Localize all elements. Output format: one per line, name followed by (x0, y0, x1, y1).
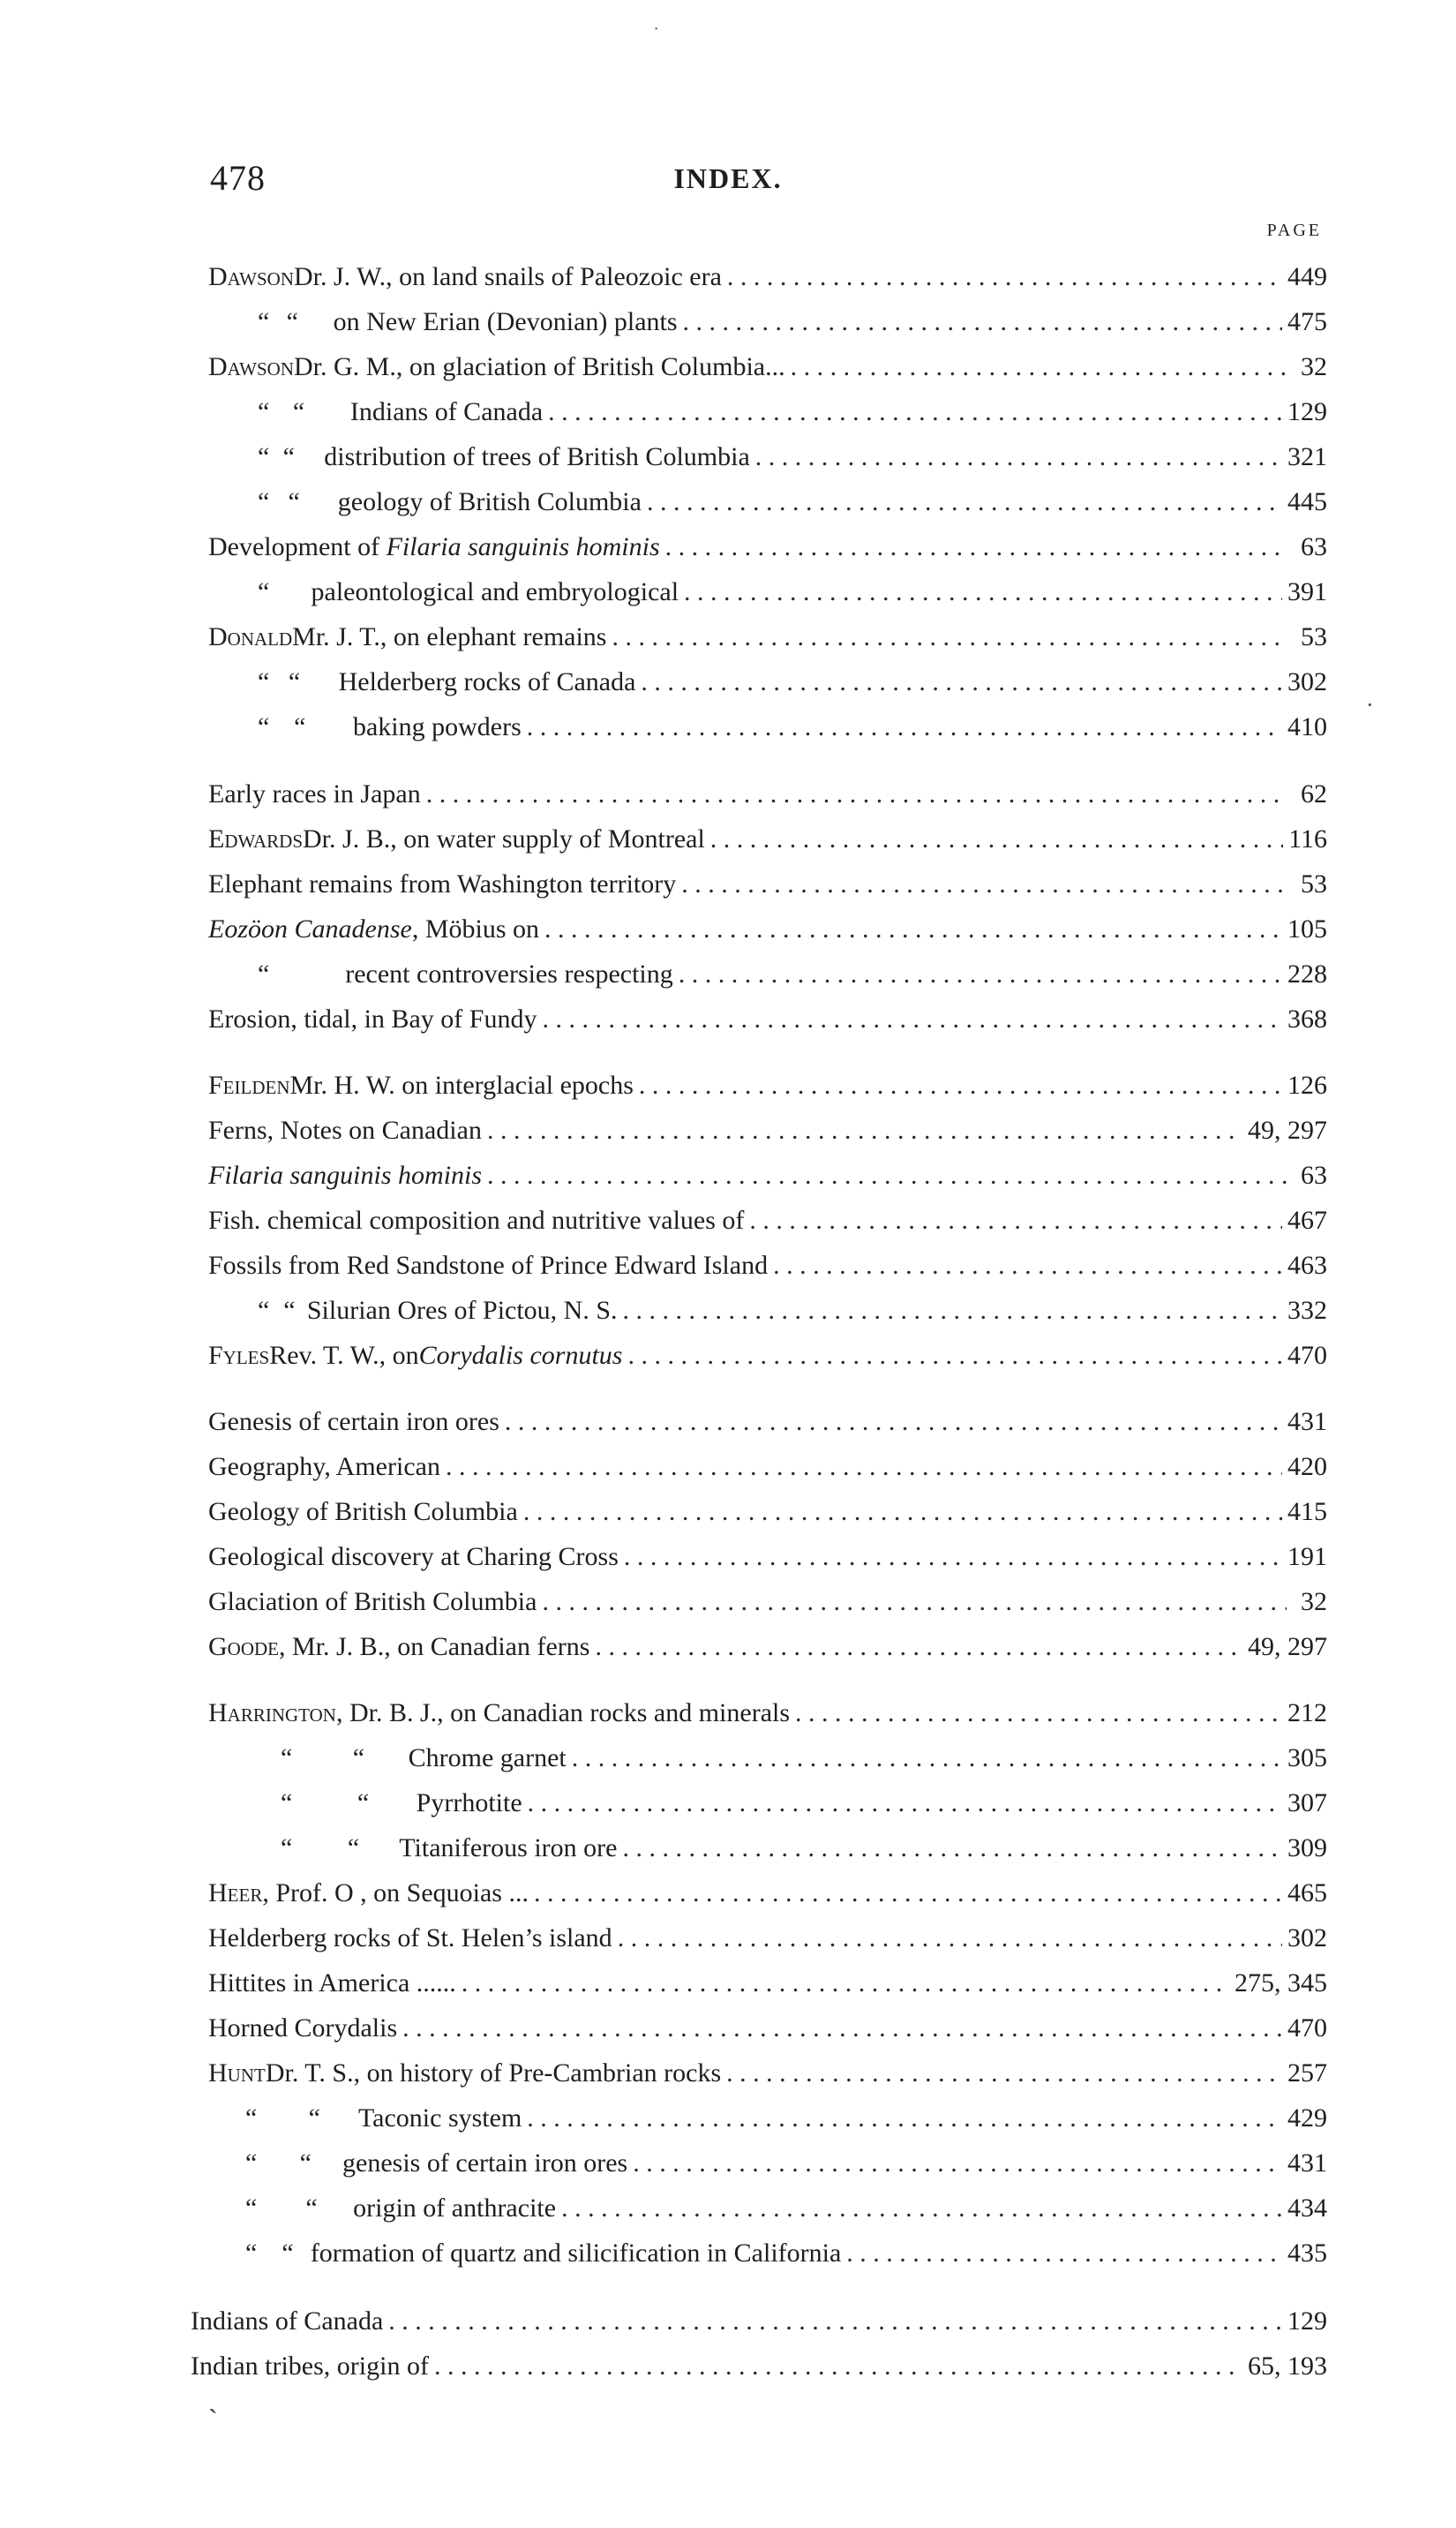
entry-text: Chrome garnet (408, 1743, 567, 1772)
entry-head: Edwards (208, 824, 304, 854)
entry-pages: 467 (1287, 1206, 1327, 1235)
entry-italic-text: Corydalis cornutus (418, 1341, 623, 1370)
page-number: 478 (210, 158, 266, 198)
ditto-mark: “ (283, 1296, 296, 1325)
ditto-mark: “ (294, 712, 306, 741)
index-entry (208, 1579, 1327, 1624)
entry-italic-text: Eozöon Canadense (208, 914, 412, 944)
index-entry (208, 254, 1327, 299)
entry-pages: 309 (1287, 1833, 1327, 1862)
ditto-mark: “ (299, 2148, 311, 2178)
entry-text: Indians of Canada (349, 397, 544, 426)
index-subentry (208, 1735, 1327, 1780)
entry-pages: 307 (1287, 1788, 1327, 1817)
index-subentry (208, 2141, 1327, 2186)
entry-pages: 129 (1287, 397, 1327, 426)
stray-mark-bottom: ˏ (208, 2381, 218, 2413)
index-entry (208, 1153, 1327, 1198)
entry-text: geology of British Columbia (337, 487, 642, 516)
entry-pages: 420 (1287, 1452, 1327, 1481)
dot-leader (665, 524, 1287, 569)
entry-pages: 228 (1287, 959, 1327, 989)
entry-head: Heer (208, 1878, 263, 1907)
dot-leader (527, 704, 1282, 749)
entry-text: recent controversies respecting (345, 959, 673, 989)
ditto-mark: “ (281, 2238, 294, 2268)
dot-leader (388, 2299, 1282, 2344)
entry-text: , Prof. O , on Sequoias ... (262, 1878, 529, 1907)
entry-head: Donald (208, 622, 293, 651)
ditto-mark: “ (347, 1833, 360, 1862)
dot-leader (528, 1780, 1282, 1825)
index-entry (208, 614, 1327, 659)
ditto-mark: “ (352, 1743, 365, 1772)
index-subentry (208, 479, 1327, 524)
entry-text: Geological discovery at Charing Cross (208, 1542, 619, 1571)
dot-leader (548, 389, 1282, 434)
index-entry (208, 344, 1327, 389)
entry-pages: 470 (1287, 1341, 1327, 1370)
dot-leader (710, 816, 1283, 861)
index-entry (208, 1960, 1327, 2005)
entry-pages: 435 (1287, 2238, 1327, 2268)
ditto-mark: “ (245, 2148, 258, 2178)
ditto-mark: “ (245, 2103, 258, 2133)
index-entry (208, 1489, 1327, 1534)
entry-pages: 65, 193 (1248, 2351, 1327, 2381)
index-entry (208, 2005, 1327, 2050)
dot-leader (773, 1243, 1282, 1288)
index-entry (208, 1624, 1327, 1669)
dot-leader (795, 1690, 1282, 1735)
ditto-mark: “ (258, 577, 270, 606)
entry-text: Indian tribes, origin of (191, 2351, 429, 2381)
dot-leader (612, 614, 1287, 659)
entry-head: Fyles (208, 1341, 270, 1370)
ditto-mark: “ (282, 442, 295, 471)
dot-leader (624, 1534, 1282, 1579)
entry-pages: 463 (1287, 1251, 1327, 1280)
dot-leader (749, 1198, 1282, 1243)
dot-leader (683, 299, 1282, 344)
index-entry (208, 1690, 1327, 1735)
index-entry (208, 1534, 1327, 1579)
entry-text: , Dr. B. J., on Canadian rocks and minerals (335, 1698, 791, 1727)
entry-head: Harrington (208, 1698, 336, 1727)
index-entry (208, 907, 1327, 952)
ditto-mark: “ (258, 1296, 270, 1325)
dot-leader (527, 2095, 1282, 2141)
dot-leader (487, 1153, 1287, 1198)
index-entry (208, 1198, 1327, 1243)
entry-text: Geography, American (208, 1452, 440, 1481)
ditto-mark: “ (281, 1788, 293, 1817)
dot-leader (628, 1333, 1283, 1378)
entry-text: Dr. T. S., on history of Pre-Cambrian rocks (265, 2058, 722, 2088)
dot-leader (647, 479, 1282, 524)
dot-leader (622, 1825, 1282, 1870)
ditto-mark: “ (288, 667, 301, 696)
dot-leader (684, 569, 1282, 614)
entry-text: Dr. G. M., on glaciation of British Columbia... (293, 352, 785, 381)
entry-text: Rev. T. W., on (269, 1341, 419, 1370)
index-entry (208, 861, 1327, 907)
dot-leader (402, 2005, 1282, 2050)
index-group-e (208, 771, 1327, 1042)
entry-text: Erosion, tidal, in Bay of Fundy (208, 1004, 537, 1034)
index-group-d (208, 254, 1327, 749)
entry-text: Fossils from Red Sandstone of Prince Edward Island (208, 1251, 769, 1280)
ditto-mark: “ (258, 442, 270, 471)
entry-head: Goode (208, 1632, 279, 1661)
index-subentry (208, 1288, 1327, 1333)
entry-pages: 63 (1301, 532, 1327, 561)
entry-pages: 302 (1287, 1923, 1327, 1952)
ditto-mark: “ (258, 487, 270, 516)
index-subentry (208, 2186, 1327, 2231)
dot-leader (623, 1288, 1282, 1333)
index-list (191, 254, 1328, 2389)
entry-text: Ferns, Notes on Canadian (208, 1116, 482, 1145)
index-group-f (208, 1063, 1327, 1378)
entry-text: Genesis of certain iron ores (208, 1407, 499, 1436)
ditto-mark: “ (292, 397, 305, 426)
index-subentry (208, 1780, 1327, 1825)
entry-pages: 321 (1287, 442, 1327, 471)
entry-text: baking powders (352, 712, 522, 741)
entry-text: origin of anthracite (353, 2193, 557, 2223)
entry-pages: 449 (1287, 262, 1327, 291)
dot-leader (755, 434, 1282, 479)
entry-pages: 32 (1301, 352, 1327, 381)
dot-leader (434, 2344, 1242, 2389)
entry-text: Elephant remains from Washington territory (208, 869, 677, 899)
index-subentry (208, 569, 1327, 614)
entry-italic-text: Filaria sanguinis hominis (208, 1161, 483, 1190)
page-title: INDEX. (673, 162, 783, 194)
entry-pages: 53 (1301, 622, 1327, 651)
index-entry (208, 2050, 1327, 2095)
index-subentry (208, 2095, 1327, 2141)
index-entry (208, 1333, 1327, 1378)
entry-pages: 431 (1287, 1407, 1327, 1436)
entry-pages: 434 (1287, 2193, 1327, 2223)
index-entry (208, 771, 1327, 816)
entry-text: Mr. J. T., on elephant remains (292, 622, 607, 651)
index-entry (208, 1063, 1327, 1108)
stray-mark-margin: · (1366, 692, 1374, 718)
index-entry (208, 524, 1327, 569)
entry-pages: 429 (1287, 2103, 1327, 2133)
dot-leader (505, 1399, 1282, 1444)
index-entry (191, 2344, 1327, 2389)
entry-italic-text: Filaria sanguinis hominis (386, 532, 660, 561)
ditto-mark: “ (258, 397, 270, 426)
entry-pages: 391 (1287, 577, 1327, 606)
dot-leader (446, 1444, 1282, 1489)
index-subentry (208, 299, 1327, 344)
entry-text: Titaniferous iron ore (399, 1833, 618, 1862)
ditto-mark: “ (258, 667, 270, 696)
dot-leader (462, 1960, 1229, 2005)
entry-text: formation of quartz and silicification in California (310, 2238, 842, 2268)
entry-text: Fish. chemical composition and nutritive values of (208, 1206, 745, 1235)
dot-leader (595, 1624, 1242, 1669)
entry-text: Hittites in America ...... (208, 1968, 456, 1998)
ditto-mark: “ (281, 1833, 293, 1862)
entry-pages: 49, 297 (1248, 1116, 1327, 1145)
dot-leader (726, 2050, 1282, 2095)
entry-pages: 275, 345 (1235, 1968, 1327, 1998)
index-subentry (208, 659, 1327, 704)
index-subentry (208, 704, 1327, 749)
entry-pages: 63 (1301, 1161, 1327, 1190)
entry-pages: 257 (1287, 2058, 1327, 2088)
entry-pages: 32 (1301, 1587, 1327, 1616)
entry-text: Helderberg rocks of Canada (338, 667, 636, 696)
page-column-heading: PAGE (1266, 221, 1322, 240)
dot-leader (572, 1735, 1282, 1780)
entry-pages: 470 (1287, 2013, 1327, 2043)
dot-leader (846, 2231, 1282, 2276)
ditto-mark: “ (258, 307, 270, 336)
dot-leader (679, 952, 1282, 997)
entry-pages: 49, 297 (1248, 1632, 1327, 1661)
index-entry (208, 1399, 1327, 1444)
entry-text: Dr. J. W., on land snails of Paleozoic era (293, 262, 722, 291)
dot-leader (542, 1579, 1287, 1624)
index-subentry (208, 389, 1327, 434)
index-entry (208, 816, 1327, 861)
entry-pages: 415 (1287, 1497, 1327, 1526)
index-entry (208, 1870, 1327, 1915)
dot-leader (523, 1489, 1282, 1534)
index-entry (208, 1243, 1327, 1288)
entry-pages: 465 (1287, 1878, 1327, 1907)
ditto-mark: “ (245, 2193, 258, 2223)
entry-pages: 129 (1287, 2306, 1327, 2336)
entry-pages: 53 (1301, 869, 1327, 899)
ditto-mark: “ (356, 1788, 370, 1817)
entry-text: Helderberg rocks of St. Helen’s island (208, 1923, 612, 1952)
entry-text: Taconic system (357, 2103, 522, 2133)
entry-text: Horned Corydalis (208, 2013, 398, 2043)
dot-leader (426, 771, 1287, 816)
entry-pages: 431 (1287, 2148, 1328, 2178)
entry-text: distribution of trees of British Columbia (324, 442, 750, 471)
ditto-mark: “ (258, 959, 270, 989)
entry-text: paleontological and embryological (311, 577, 679, 606)
ditto-mark: “ (305, 2193, 318, 2223)
dot-leader (727, 254, 1282, 299)
entry-text: Development of (208, 532, 380, 561)
index-group-h (208, 1690, 1327, 2276)
entry-pages: 332 (1287, 1296, 1327, 1325)
index-subentry (208, 1825, 1327, 1870)
entry-head: Hunt (208, 2058, 266, 2088)
index-subentry (208, 434, 1327, 479)
dot-leader (544, 907, 1282, 952)
ditto-mark: “ (288, 487, 300, 516)
dot-leader (618, 1915, 1282, 1960)
dot-leader (542, 997, 1282, 1042)
dot-leader (487, 1108, 1242, 1153)
entry-pages: 475 (1287, 307, 1327, 336)
entry-pages: 116 (1288, 824, 1327, 854)
entry-pages: 126 (1287, 1071, 1327, 1100)
index-entry (208, 1915, 1327, 1960)
ditto-mark: “ (308, 2103, 320, 2133)
ditto-mark: “ (281, 1743, 293, 1772)
ditto-mark: “ (286, 307, 298, 336)
entry-head: Feilden (208, 1071, 290, 1100)
dot-leader (641, 659, 1282, 704)
index-subentry (208, 952, 1327, 997)
entry-text: , Mr. J. B., on Canadian ferns (279, 1632, 590, 1661)
entry-text: Early races in Japan (208, 779, 421, 809)
entry-text: Indians of Canada (191, 2306, 384, 2336)
dot-leader (639, 1063, 1282, 1108)
ditto-mark: “ (258, 712, 270, 741)
entry-pages: 62 (1301, 779, 1327, 809)
dot-leader (561, 2186, 1282, 2231)
dot-leader (681, 861, 1287, 907)
index-entry (208, 997, 1327, 1042)
entry-text: on New Erian (Devonian) plants (333, 307, 678, 336)
index-entry (208, 1444, 1327, 1489)
entry-text: Geology of British Columbia (208, 1497, 518, 1526)
entry-text: Pyrrhotite (416, 1788, 522, 1817)
entry-head: Dawson (208, 262, 294, 291)
index-group-i (191, 2299, 1327, 2389)
ditto-mark: “ (245, 2238, 258, 2268)
entry-pages: 305 (1287, 1743, 1327, 1772)
index-entry (208, 1108, 1327, 1153)
dot-leader (791, 344, 1287, 389)
entry-text: , Möbius on (411, 914, 540, 944)
entry-pages: 302 (1287, 667, 1327, 696)
entry-text: genesis of certain iron ores (342, 2148, 628, 2178)
entry-text: Mr. H. W. on interglacial epochs (289, 1071, 634, 1100)
dot-leader (534, 1870, 1282, 1915)
entry-pages: 410 (1287, 712, 1327, 741)
entry-pages: 212 (1287, 1698, 1327, 1727)
entry-text: Dr. J. B., on water supply of Montreal (303, 824, 705, 854)
entry-text: Glaciation of British Columbia (208, 1587, 537, 1616)
stray-mark-top: ˙ (653, 23, 660, 45)
entry-text: Silurian Ores of Pictou, N. S. (306, 1296, 618, 1325)
entry-head: Dawson (208, 352, 294, 381)
entry-pages: 368 (1287, 1004, 1327, 1034)
index-entry (191, 2299, 1327, 2344)
index-subentry (208, 2231, 1327, 2276)
entry-pages: 191 (1287, 1542, 1327, 1571)
entry-pages: 445 (1287, 487, 1327, 516)
index-group-g (208, 1399, 1327, 1669)
entry-pages: 105 (1287, 914, 1327, 944)
dot-leader (633, 2141, 1282, 2186)
